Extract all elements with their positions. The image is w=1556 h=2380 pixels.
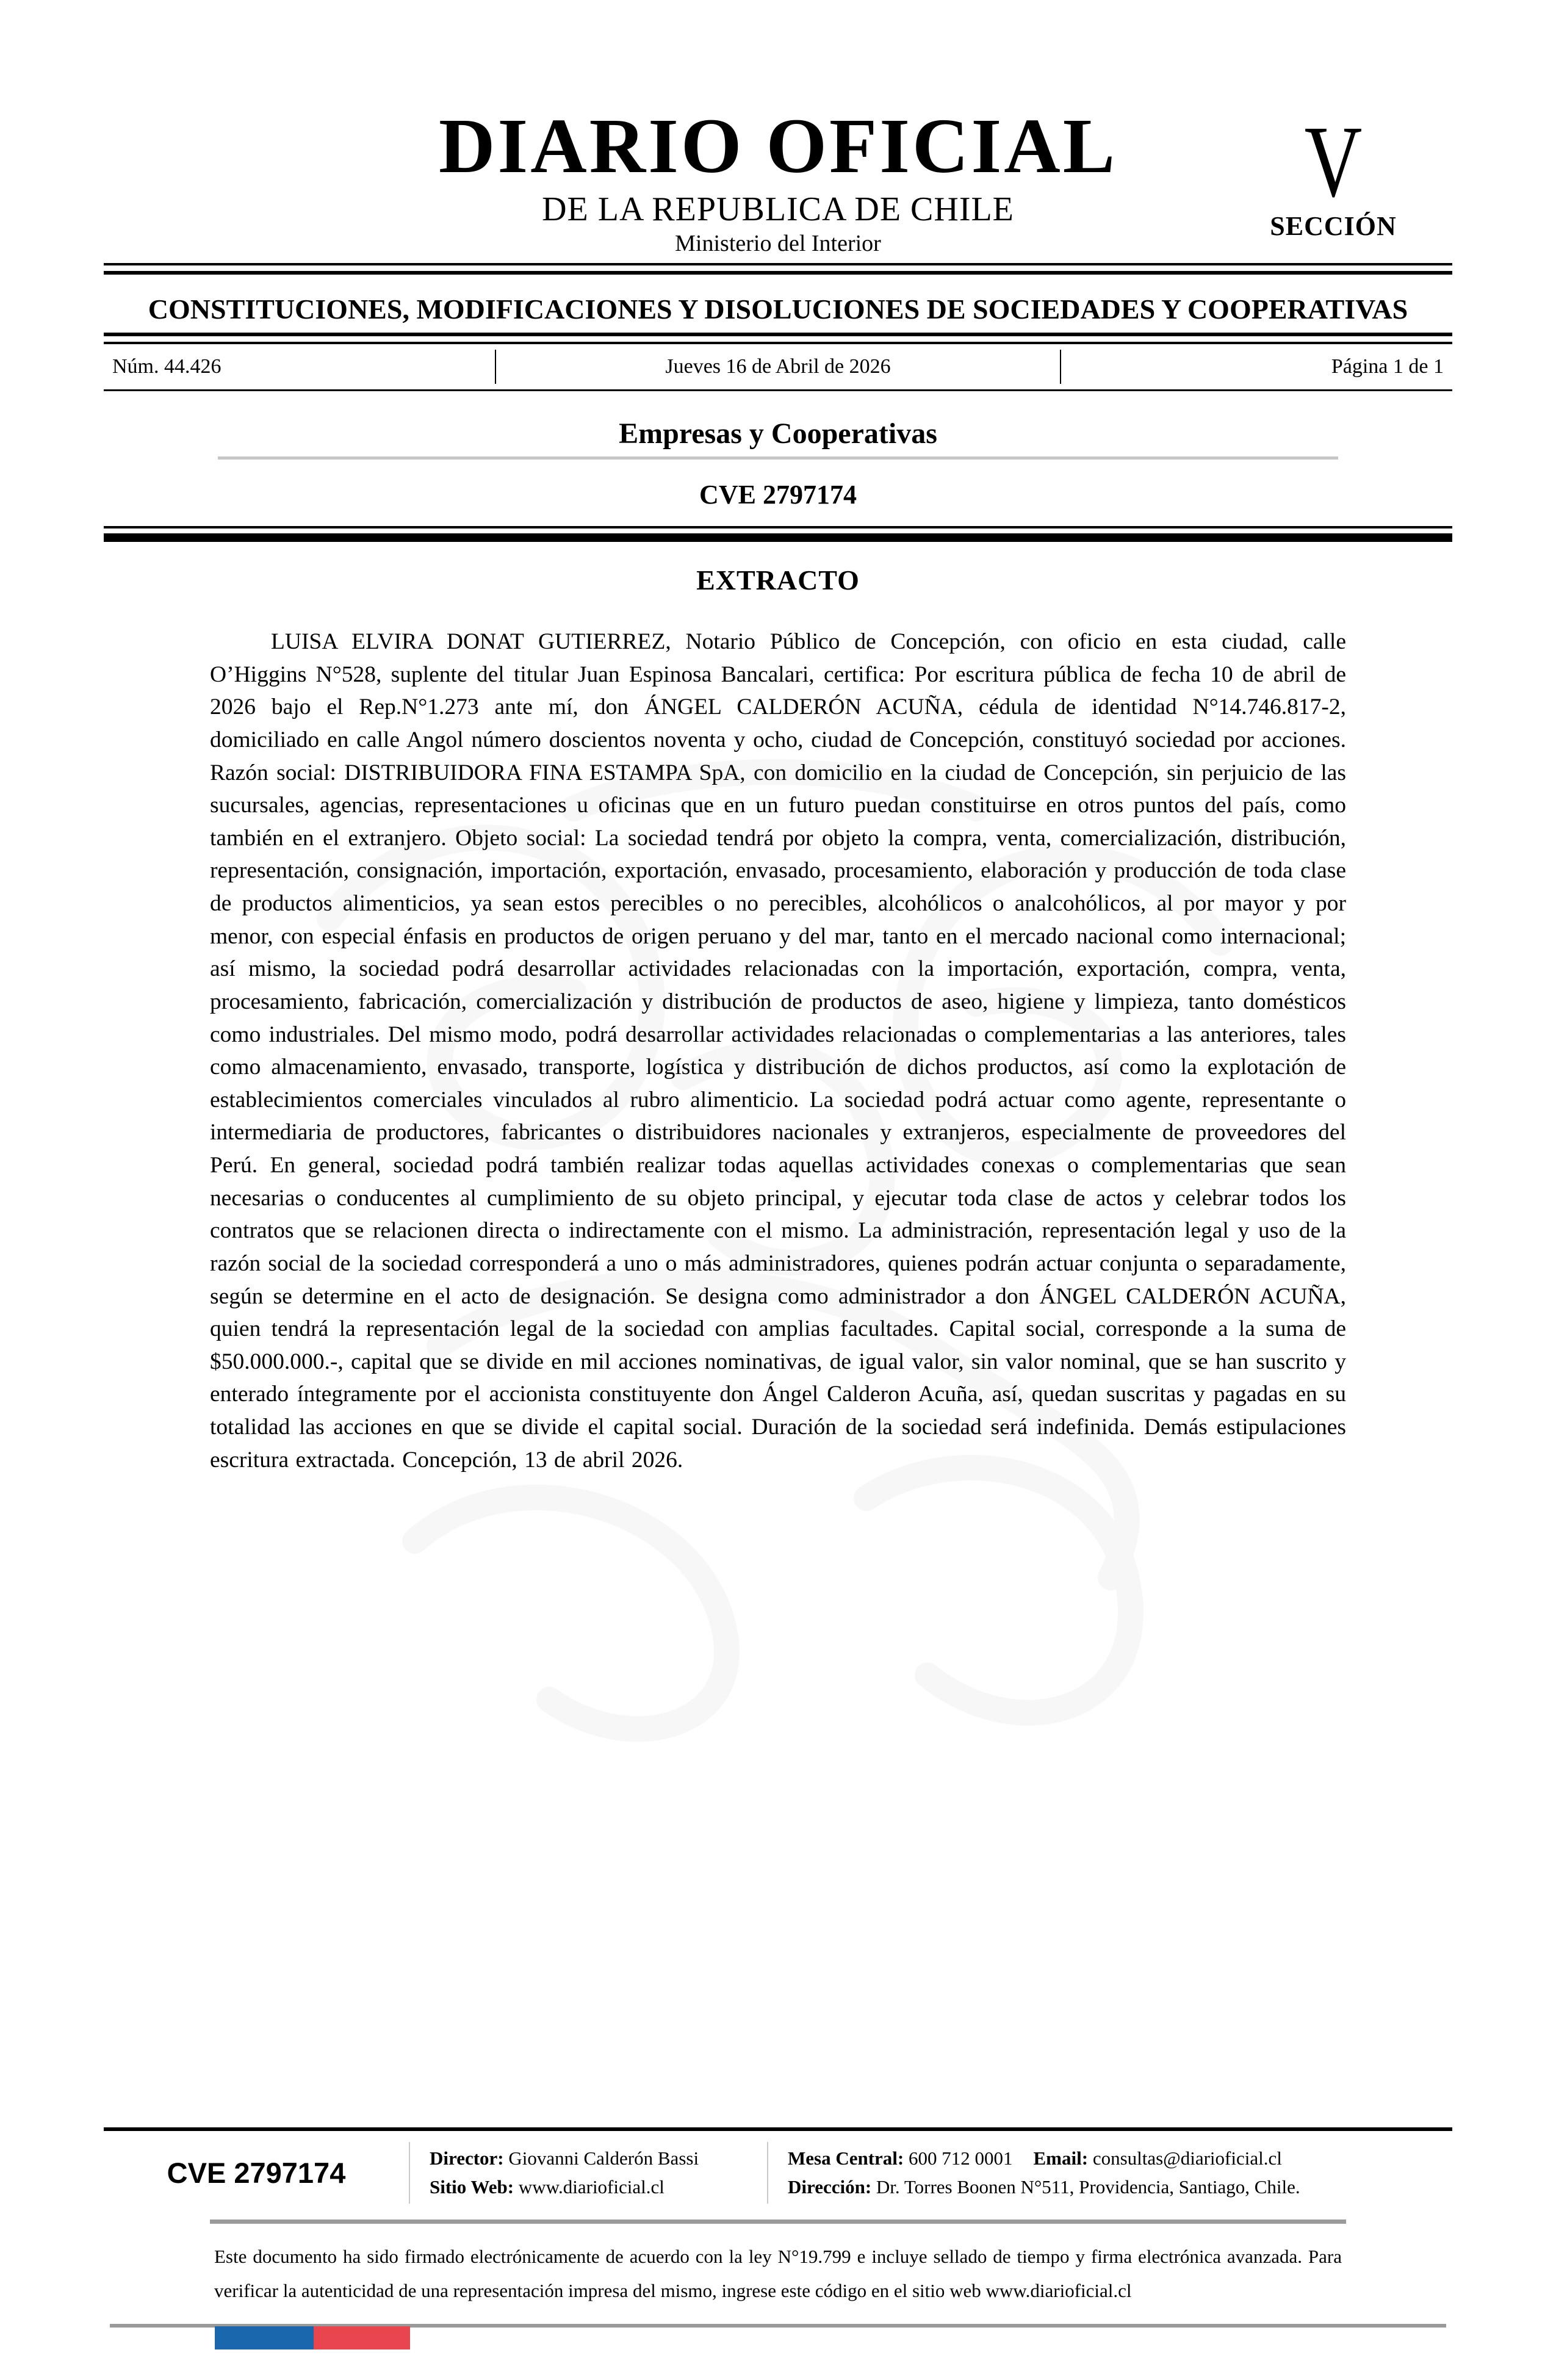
section-block xyxy=(1242,105,1425,242)
footer-email: consultas@diarioficial.cl xyxy=(1092,2147,1282,2169)
footer-address-line: Dirección: Dr. Torres Boonen N°511, Providencia, Santiago, Chile. xyxy=(788,2176,1300,2198)
masthead-ministry: Ministerio del Interior xyxy=(675,231,881,256)
section-word: SECCIÓN xyxy=(1270,211,1397,241)
cve-code-heading: CVE 2797174 xyxy=(699,480,857,510)
double-rule-bottom xyxy=(0,333,1556,344)
footer-contact-block xyxy=(768,2142,1452,2204)
signature-disclaimer: Este documento ha sido firmado electrónicamente de acuerdo con la ley N°19.799 e incluye sellado de tiempo y firma electrónica avanzada. Para verificar la autenticidad de una representación impresa del mismo, ingrese este código en el sitio web www.diarioficial.cl xyxy=(214,2246,1342,2301)
masthead xyxy=(0,0,1556,257)
category-underline xyxy=(218,456,1338,460)
footer-gray-rule xyxy=(210,2220,1346,2224)
extract-rule-thick xyxy=(104,533,1452,542)
footer-cve-code: CVE 2797174 xyxy=(167,2157,346,2189)
page-indicator: Página 1 de 1 xyxy=(1331,355,1444,378)
footer-site-line: Sitio Web: www.diarioficial.cl xyxy=(430,2176,665,2198)
footer-director-block xyxy=(410,2142,767,2204)
section-letter: V xyxy=(1304,105,1363,218)
footer-phone-email-line: Mesa Central: 600 712 0001 Email: consultas@diarioficial.cl xyxy=(788,2147,1282,2169)
issue-number: Núm. 44.426 xyxy=(112,355,222,378)
footer-site-url: www.diarioficial.cl xyxy=(518,2176,665,2198)
band-title: CONSTITUCIONES, MODIFICACIONES Y DISOLUCIONES DE SOCIEDADES Y COOPERATIVAS xyxy=(148,294,1408,325)
issue-meta-row xyxy=(104,349,1452,384)
article-body-wrap xyxy=(0,626,1556,1476)
meta-underline xyxy=(104,389,1452,391)
issue-date: Jueves 16 de Abril de 2026 xyxy=(665,355,891,378)
extract-rule-thin xyxy=(104,526,1452,528)
footer-director-line: Director: Giovanni Calderón Bassi xyxy=(430,2147,699,2169)
category-title: Empresas y Cooperativas xyxy=(619,417,937,450)
extract-body-text: LUISA ELVIRA DONAT GUTIERREZ, Notario Público de Concepción, con oficio en esta ciudad, calle O’Higgins N°528, suplente del titular Juan Espinosa Bancalari, certifica: Por escritura pública de fecha 10 de abril de 2026 bajo el Rep.N°1.273 ante mí, don ÁNGEL CALDERÓN ACUÑA, cédula de identidad N°14.746.817-2, domiciliado en calle Angol número doscientos noventa y ocho, ciudad de Concepción, constituyó sociedad por acciones. Razón social: DISTRIBUIDORA FINA ESTAMPA SpA, con domicilio en la ciudad de Concepción, sin perjuicio de las sucursales, agencias, representaciones u oficinas que en un futuro puedan constituirse en otros puntos del país, como también en el extranjero. Objeto social: La sociedad tendrá por objeto la compra, venta, comercialización, distribución, representación, consignación, importación, exportación, envasado, procesamiento, elaboración y producción de toda clase de productos alimenticios, ya sean estos perecibles o no perecibles, alcohólicos o analcohólicos, al por mayor y por menor, con especial énfasis en productos de origen peruano y del mar, tanto en el mercado nacional como internacional; así mismo, la sociedad podrá desarrollar actividades relacionadas con la importación, exportación, compra, venta, procesamiento, fabricación, comercialización y distribución de productos de aseo, higiene y limpieza, tanto domésticos como industriales. Del mismo modo, podrá desarrollar actividades relacionadas o complementarias a las anteriores, tales como almacenamiento, envasado, transporte, logística y distribución de dichos productos, así como la explotación de establecimientos comerciales vinculados al rubro alimenticio. La sociedad podrá actuar como agente, representante o intermediaria de productores, fabricantes o distribuidores nacionales y extranjeros, especialmente de proveedores del Perú. En general, sociedad podrá también realizar todas aquellas actividades conexas o complementarias que sean necesarias o conducentes al cumplimiento de su objeto principal, y ejecutar toda clase de actos y celebrar todos los contratos que se relacionen directa o indirectamente con el mismo. La administración, representación legal y uso de la razón social de la sociedad corresponderá a uno o más administradores, quienes podrán actuar conjunta o separadamente, según se determine en el acto de designación. Se designa como administrador a don ÁNGEL CALDERÓN ACUÑA, quien tendrá la representación legal de la sociedad con amplias facultades. Capital social, corresponde a la suma de $50.000.000.-, capital que se divide en mil acciones nominativas, de igual valor, sin valor nominal, que se han suscrito y enterado íntegramente por el accionista constituyente don Ángel Calderon Acuña, así, quedan suscritas y pagadas en su totalidad las acciones en que se divide el capital social. Duración de la sociedad será indefinida. Demás estipulaciones escritura extractada. Concepción, 13 de abril 2026. xyxy=(210,629,1346,1473)
chile-flag-mark xyxy=(215,2326,410,2349)
masthead-subtitle: DE LA REPUBLICA DE CHILE xyxy=(542,190,1014,228)
footer-info-row xyxy=(104,2142,1452,2204)
double-rule-top xyxy=(0,263,1556,275)
extract-heading: EXTRACTO xyxy=(696,564,860,596)
flag-red-rect xyxy=(314,2326,410,2349)
page-footer xyxy=(0,2127,1556,2328)
masthead-title: DIARIO OFICIAL xyxy=(438,103,1118,189)
footer-top-rule xyxy=(104,2127,1452,2131)
flag-blue-rect xyxy=(215,2326,314,2349)
